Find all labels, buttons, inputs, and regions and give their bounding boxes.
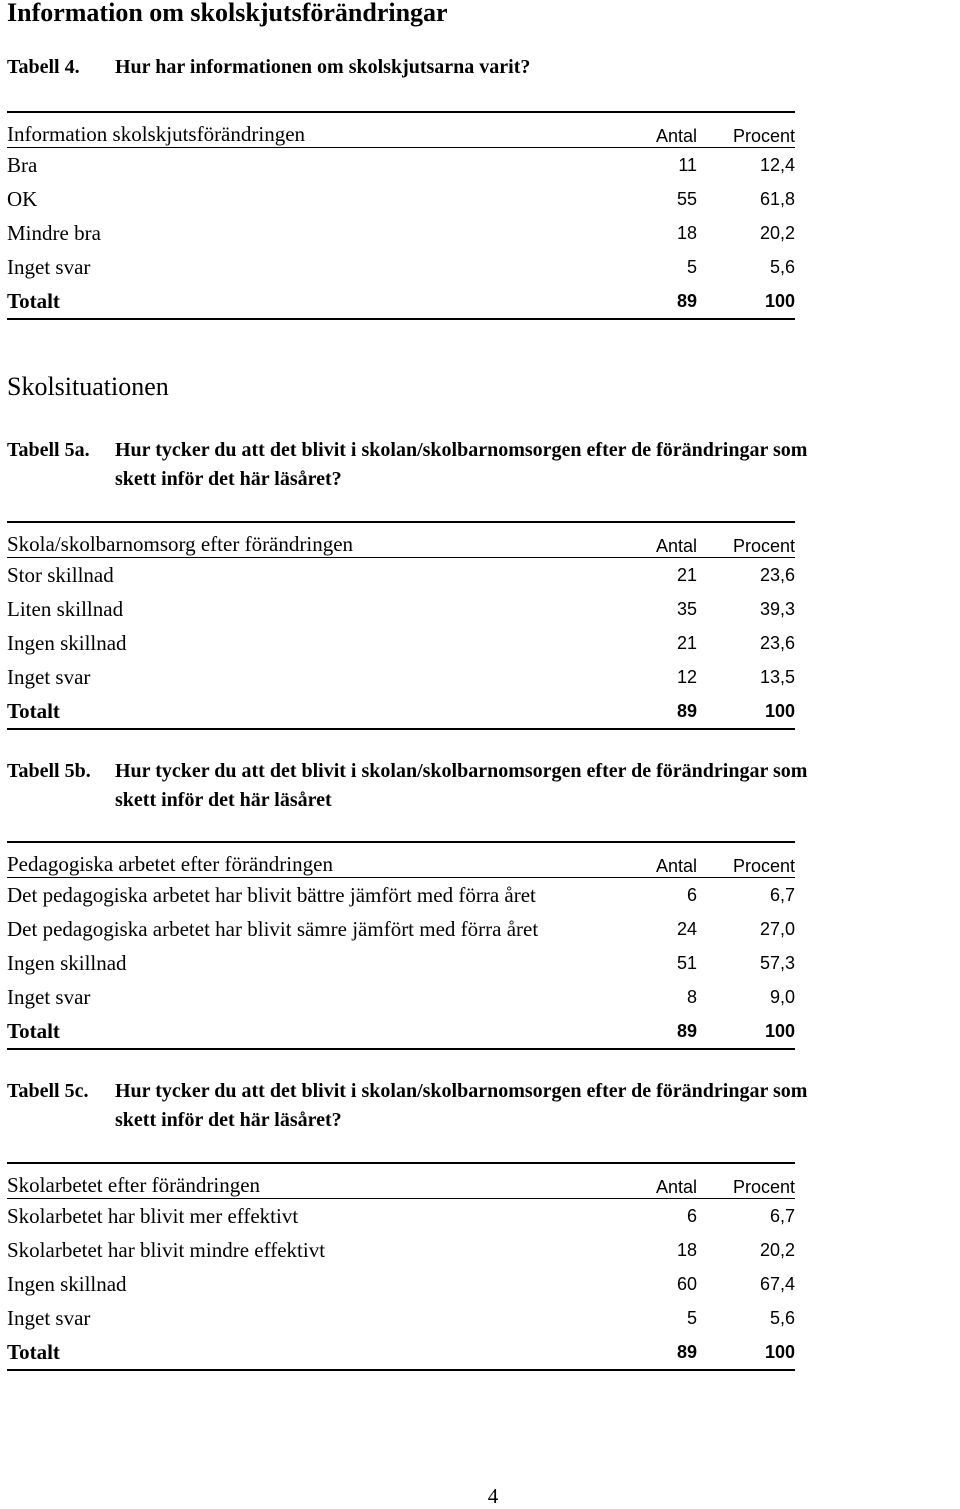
row-label: Inget svar — [7, 984, 91, 1009]
column-header-antal: Antal — [617, 1163, 697, 1199]
row-antal: 21 — [676, 564, 697, 585]
column-header-antal: Antal — [617, 112, 697, 148]
table-caption-label: Tabell 5c. — [7, 1080, 89, 1102]
row-procent: 23,6 — [759, 564, 795, 585]
row-antal: 51 — [676, 952, 697, 973]
column-header-antal: Antal — [617, 842, 697, 878]
total-procent: 100 — [697, 1014, 795, 1049]
total-procent: 100 — [697, 694, 795, 729]
row-label: Inget svar — [7, 1305, 91, 1330]
table-row — [7, 182, 795, 216]
table-caption-text: Hur tycker du att det blivit i skolan/skolbarnomsorgen efter de förändringar som — [115, 760, 808, 782]
row-antal: 21 — [676, 632, 697, 653]
page-heading: Information om skolskjutsförändringar — [7, 0, 448, 27]
column-header-label: Pedagogiska arbetet efter förändringen — [7, 842, 617, 878]
table-row — [7, 250, 795, 284]
row-antal: 18 — [676, 1239, 697, 1260]
table-total-row — [7, 1014, 795, 1049]
column-header-label: Skola/skolbarnomsorg efter förändringen — [7, 522, 617, 558]
row-procent: 20,2 — [759, 222, 795, 243]
table-row — [7, 980, 795, 1014]
table-row — [7, 1233, 795, 1267]
total-antal: 89 — [617, 1335, 697, 1370]
row-procent: 27,0 — [759, 918, 795, 939]
page-number: 4 — [487, 1484, 499, 1508]
row-procent: 20,2 — [759, 1239, 795, 1260]
total-antal: 89 — [617, 1014, 697, 1049]
table-row — [7, 912, 795, 946]
total-procent: 100 — [697, 1335, 795, 1370]
table-5c — [7, 1162, 795, 1371]
row-procent: 61,8 — [759, 188, 795, 209]
row-procent: 6,7 — [769, 1205, 795, 1226]
table-total-row — [7, 284, 795, 319]
table-total-row — [7, 1335, 795, 1370]
total-label: Totalt — [7, 1014, 617, 1049]
row-procent: 57,3 — [759, 952, 795, 973]
row-antal: 55 — [676, 188, 697, 209]
column-header-procent: Procent — [697, 112, 795, 148]
column-header-procent: Procent — [697, 1163, 795, 1199]
column-header-procent: Procent — [697, 842, 795, 878]
table-header-row — [7, 1163, 795, 1199]
total-label: Totalt — [7, 284, 617, 319]
row-antal: 6 — [686, 884, 697, 905]
row-label: Inget svar — [7, 254, 91, 279]
row-label: Ingen skillnad — [7, 1271, 127, 1296]
row-label: Skolarbetet har blivit mer effektivt — [7, 1203, 299, 1228]
row-label: Inget svar — [7, 664, 91, 689]
table-caption-text: Hur har informationen om skolskjutsarna varit? — [115, 56, 531, 78]
table-caption-text: Hur tycker du att det blivit i skolan/skolbarnomsorgen efter de förändringar som — [115, 1080, 808, 1102]
table-row — [7, 558, 795, 593]
table-header-row — [7, 522, 795, 558]
row-antal: 8 — [686, 986, 697, 1007]
table-caption-text-line2: skett inför det här läsåret? — [115, 468, 342, 490]
row-procent: 12,4 — [759, 154, 795, 175]
table-caption-text-line2: skett inför det här läsåret? — [115, 1109, 342, 1131]
table-row — [7, 626, 795, 660]
table-5c-caption — [7, 1077, 959, 1135]
section-heading: Skolsituationen — [7, 372, 169, 401]
row-label: OK — [7, 186, 38, 211]
table-row — [7, 946, 795, 980]
row-label: Skolarbetet har blivit mindre effektivt — [7, 1237, 326, 1262]
row-procent: 67,4 — [759, 1273, 795, 1294]
row-antal: 24 — [676, 918, 697, 939]
total-procent: 100 — [697, 284, 795, 319]
table-caption-text: Hur tycker du att det blivit i skolan/skolbarnomsorgen efter de förändringar som — [115, 439, 808, 461]
column-header-antal: Antal — [617, 522, 697, 558]
row-label: Liten skillnad — [7, 596, 124, 621]
total-label: Totalt — [7, 694, 617, 729]
table-row — [7, 148, 795, 183]
row-label: Det pedagogiska arbetet har blivit sämre jämfört med förra året — [7, 916, 539, 941]
table-caption-label: Tabell 5b. — [7, 760, 91, 782]
table-4 — [7, 111, 795, 320]
table-5b-caption — [7, 757, 959, 815]
row-procent: 5,6 — [769, 1307, 795, 1328]
row-antal: 11 — [678, 154, 697, 175]
table-row — [7, 1267, 795, 1301]
table-5b — [7, 841, 795, 1050]
total-antal: 89 — [617, 284, 697, 319]
row-antal: 6 — [686, 1205, 697, 1226]
row-label: Bra — [7, 152, 38, 177]
row-label: Ingen skillnad — [7, 630, 127, 655]
row-procent: 23,6 — [759, 632, 795, 653]
table-row — [7, 1301, 795, 1335]
table-header-row — [7, 112, 795, 148]
table-row — [7, 216, 795, 250]
row-antal: 12 — [676, 666, 697, 687]
column-header-label: Skolarbetet efter förändringen — [7, 1163, 617, 1199]
table-row — [7, 1199, 795, 1234]
table-header-row — [7, 842, 795, 878]
row-label: Ingen skillnad — [7, 950, 127, 975]
total-antal: 89 — [617, 694, 697, 729]
table-row — [7, 592, 795, 626]
row-antal: 5 — [686, 256, 697, 277]
table-row — [7, 878, 795, 913]
table-caption-label: Tabell 4. — [7, 56, 80, 78]
row-antal: 60 — [676, 1273, 697, 1294]
table-5a-caption — [7, 436, 959, 494]
table-4-caption — [7, 53, 959, 82]
column-header-procent: Procent — [697, 522, 795, 558]
row-antal: 18 — [676, 222, 697, 243]
row-procent: 13,5 — [759, 666, 795, 687]
row-procent: 6,7 — [769, 884, 795, 905]
column-header-label: Information skolskjutsförändringen — [7, 112, 617, 148]
row-antal: 35 — [676, 598, 697, 619]
total-label: Totalt — [7, 1335, 617, 1370]
row-antal: 5 — [686, 1307, 697, 1328]
table-5a — [7, 521, 795, 730]
table-caption-label: Tabell 5a. — [7, 439, 90, 461]
row-label: Mindre bra — [7, 220, 101, 245]
row-procent: 39,3 — [759, 598, 795, 619]
table-row — [7, 660, 795, 694]
row-label: Det pedagogiska arbetet har blivit bättre jämfört med förra året — [7, 882, 536, 907]
row-procent: 9,0 — [769, 986, 795, 1007]
table-caption-text-line2: skett inför det här läsåret — [115, 789, 332, 811]
row-label: Stor skillnad — [7, 562, 114, 587]
table-total-row — [7, 694, 795, 729]
row-procent: 5,6 — [769, 256, 795, 277]
